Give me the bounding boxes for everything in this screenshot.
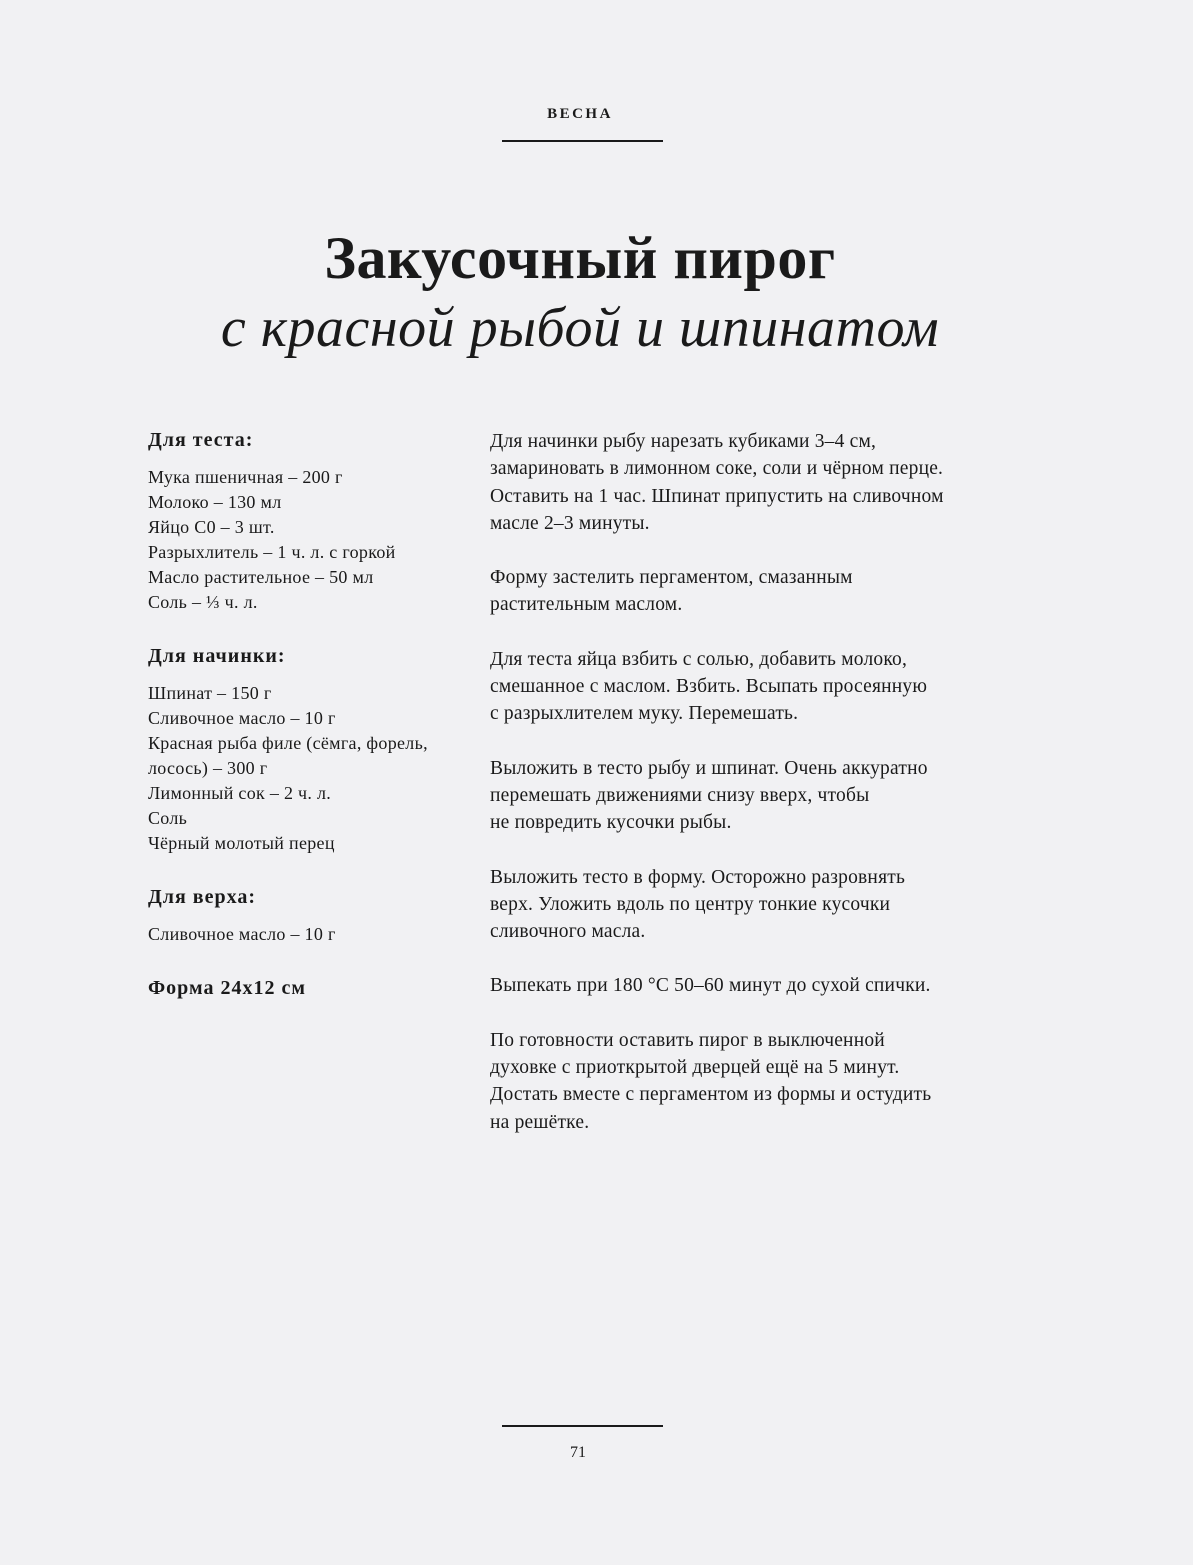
steps-column (490, 428, 1030, 1163)
step-paragraph (490, 1027, 1030, 1136)
step-line: По готовности оставить пирог в выключенной (490, 1029, 885, 1051)
step-line: смешанное с маслом. Взбить. Всыпать просеянную (490, 676, 928, 698)
ingredient-item: Шпинат – 150 г (148, 683, 272, 703)
step-line: духовке с приоткрытой дверцей ещё на 5 минут. (490, 1057, 900, 1079)
ingredient-item: Разрыхлитель – 1 ч. л. с горкой (148, 542, 396, 562)
ingredient-item: Масло растительное – 50 мл (148, 567, 374, 587)
step-line: Выпекать при 180 °С 50–60 минут до сухой спички. (490, 975, 931, 997)
ingredient-item: Мука пшеничная – 200 г (148, 467, 343, 487)
recipe-title: Закусочный пирог (324, 225, 836, 291)
ingredient-item: Красная рыба филе (сёмга, форель, лосось) – 300 г (148, 733, 428, 778)
topping-heading: Для верха: (148, 886, 256, 908)
ingredient-item: Яйцо С0 – 3 шт. (148, 517, 275, 537)
step-line: на решётке. (490, 1111, 590, 1133)
step-line: растительным маслом. (490, 594, 683, 616)
step-line: Выложить в тесто рыбу и шпинат. Очень аккуратно (490, 757, 928, 779)
step-line: верх. Уложить вдоль по центру тонкие кусочки (490, 893, 891, 915)
ingredient-item: Сливочное масло – 10 г (148, 708, 336, 728)
pan-size: Форма 24x12 см (148, 977, 306, 999)
ingredient-item: Лимонный сок – 2 ч. л. (148, 783, 332, 803)
section-label: ВЕСНА (547, 106, 613, 122)
step-line: сливочного масла. (490, 921, 646, 943)
filling-heading: Для начинки: (148, 645, 286, 667)
filling-ingredients (148, 681, 468, 856)
ingredient-item: Сливочное масло – 10 г (148, 924, 336, 944)
top-rule (502, 140, 663, 142)
step-line: с разрыхлителем муку. Перемешать. (490, 703, 799, 725)
step-line: не повредить кусочки рыбы. (490, 812, 732, 834)
step-line: Достать вместе с пергаментом из формы и остудить (490, 1084, 932, 1106)
bottom-rule (502, 1425, 663, 1427)
step-line: Оставить на 1 час. Шпинат припустить на сливочном (490, 485, 944, 507)
step-line: Форму застелить пергаментом, смазанным (490, 567, 853, 589)
ingredient-item: Молоко – 130 мл (148, 492, 282, 512)
step-line: перемешать движениями снизу вверх, чтобы (490, 784, 870, 806)
page-number: 71 (570, 1444, 586, 1461)
step-line: Для начинки рыбу нарезать кубиками 3–4 см, (490, 431, 877, 452)
ingredient-item: Чёрный молотый перец (148, 833, 335, 853)
step-line: замариновать в лимонном соке, соли и чёрном перце. (490, 458, 944, 480)
dough-ingredients (148, 465, 468, 615)
step-paragraph (490, 428, 1030, 537)
step-paragraph (490, 972, 1030, 999)
step-paragraph (490, 755, 1030, 837)
topping-ingredients (148, 922, 468, 947)
dough-heading: Для теста: (148, 429, 254, 451)
step-paragraph (490, 646, 1030, 728)
step-line: Выложить тесто в форму. Осторожно разровнять (490, 866, 906, 888)
ingredient-item: Соль (148, 808, 188, 828)
step-paragraph (490, 864, 1030, 946)
ingredients-column (148, 428, 468, 1001)
step-paragraph (490, 564, 1030, 619)
step-line: Для теста яйца взбить с солью, добавить молоко, (490, 648, 908, 670)
step-line: масле 2–3 минуты. (490, 512, 650, 534)
recipe-subtitle: с красной рыбой и шпинатом (220, 297, 940, 359)
ingredient-item: Соль – ⅓ ч. л. (148, 592, 258, 612)
